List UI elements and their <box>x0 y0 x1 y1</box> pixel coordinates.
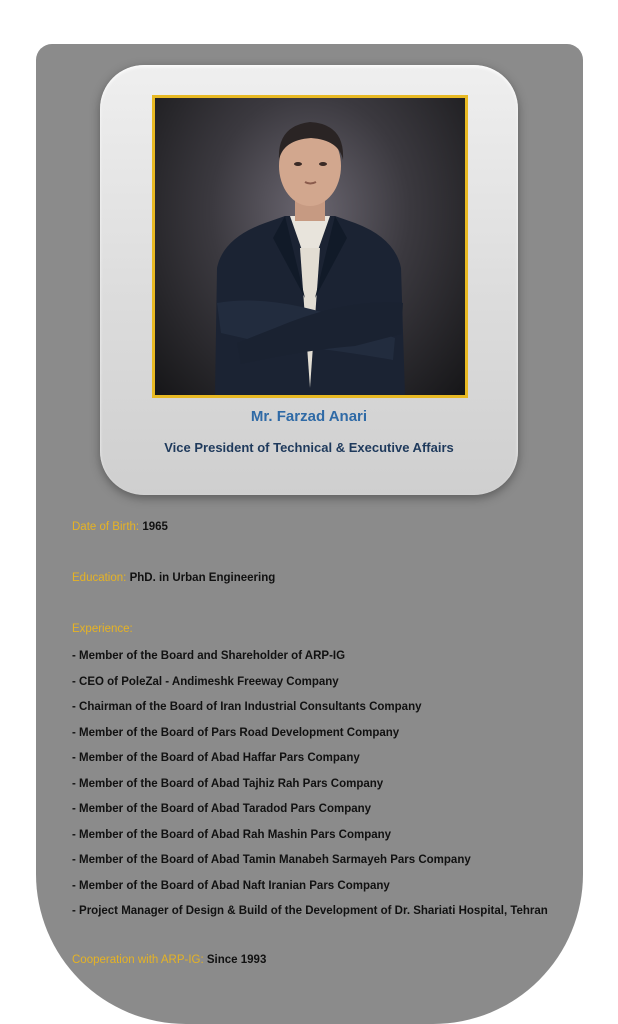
education-label: Education: <box>72 572 127 584</box>
experience-label: Experience: <box>72 623 133 635</box>
experience-item: - Project Manager of Design & Build of the Development of Dr. Shariati Hospital, Tehran <box>72 905 548 917</box>
experience-item: - Member of the Board of Abad Taradod Pars Company <box>72 803 372 815</box>
experience-item: - Member of the Board of Abad Haffar Pars Company <box>72 752 360 764</box>
experience-item: - Chairman of the Board of Iran Industrial Consultants Company <box>72 701 422 713</box>
person-title: Vice President of Technical & Executive Affairs <box>164 440 454 455</box>
experience-item: - Member of the Board of Pars Road Development Company <box>72 726 400 739</box>
cooperation-row <box>72 954 266 966</box>
education-value: PhD. in Urban Engineering <box>129 572 276 584</box>
experience-item: - Member of the Board of Abad Tamin Manabeh Sarmayeh Pars Company <box>72 854 471 866</box>
cooperation-label: Cooperation with ARP-IG: <box>72 954 204 966</box>
experience-heading-row <box>72 623 133 635</box>
experience-item: - CEO of PoleZal - Andimeshk Freeway Company <box>72 675 339 688</box>
birth-label: Date of Birth: <box>72 521 140 533</box>
experience-item: - Member of the Board of Abad Naft Iranian Pars Company <box>72 879 390 892</box>
experience-item: - Member of the Board and Shareholder of ARP-IG <box>72 650 346 662</box>
profile-photo <box>152 95 468 398</box>
experience-item: - Member of the Board of Abad Rah Mashin Pars Company <box>72 828 392 841</box>
birth-value: 1965 <box>142 521 168 533</box>
birth-row <box>72 521 168 533</box>
experience-item: - Member of the Board of Abad Tajhiz Rah Pars Company <box>72 777 384 790</box>
experience-list <box>72 648 548 929</box>
person-name: Mr. Farzad Anari <box>250 408 368 425</box>
education-row <box>72 572 275 584</box>
cooperation-value: Since 1993 <box>206 954 267 966</box>
person-portrait-illustration <box>155 98 465 395</box>
